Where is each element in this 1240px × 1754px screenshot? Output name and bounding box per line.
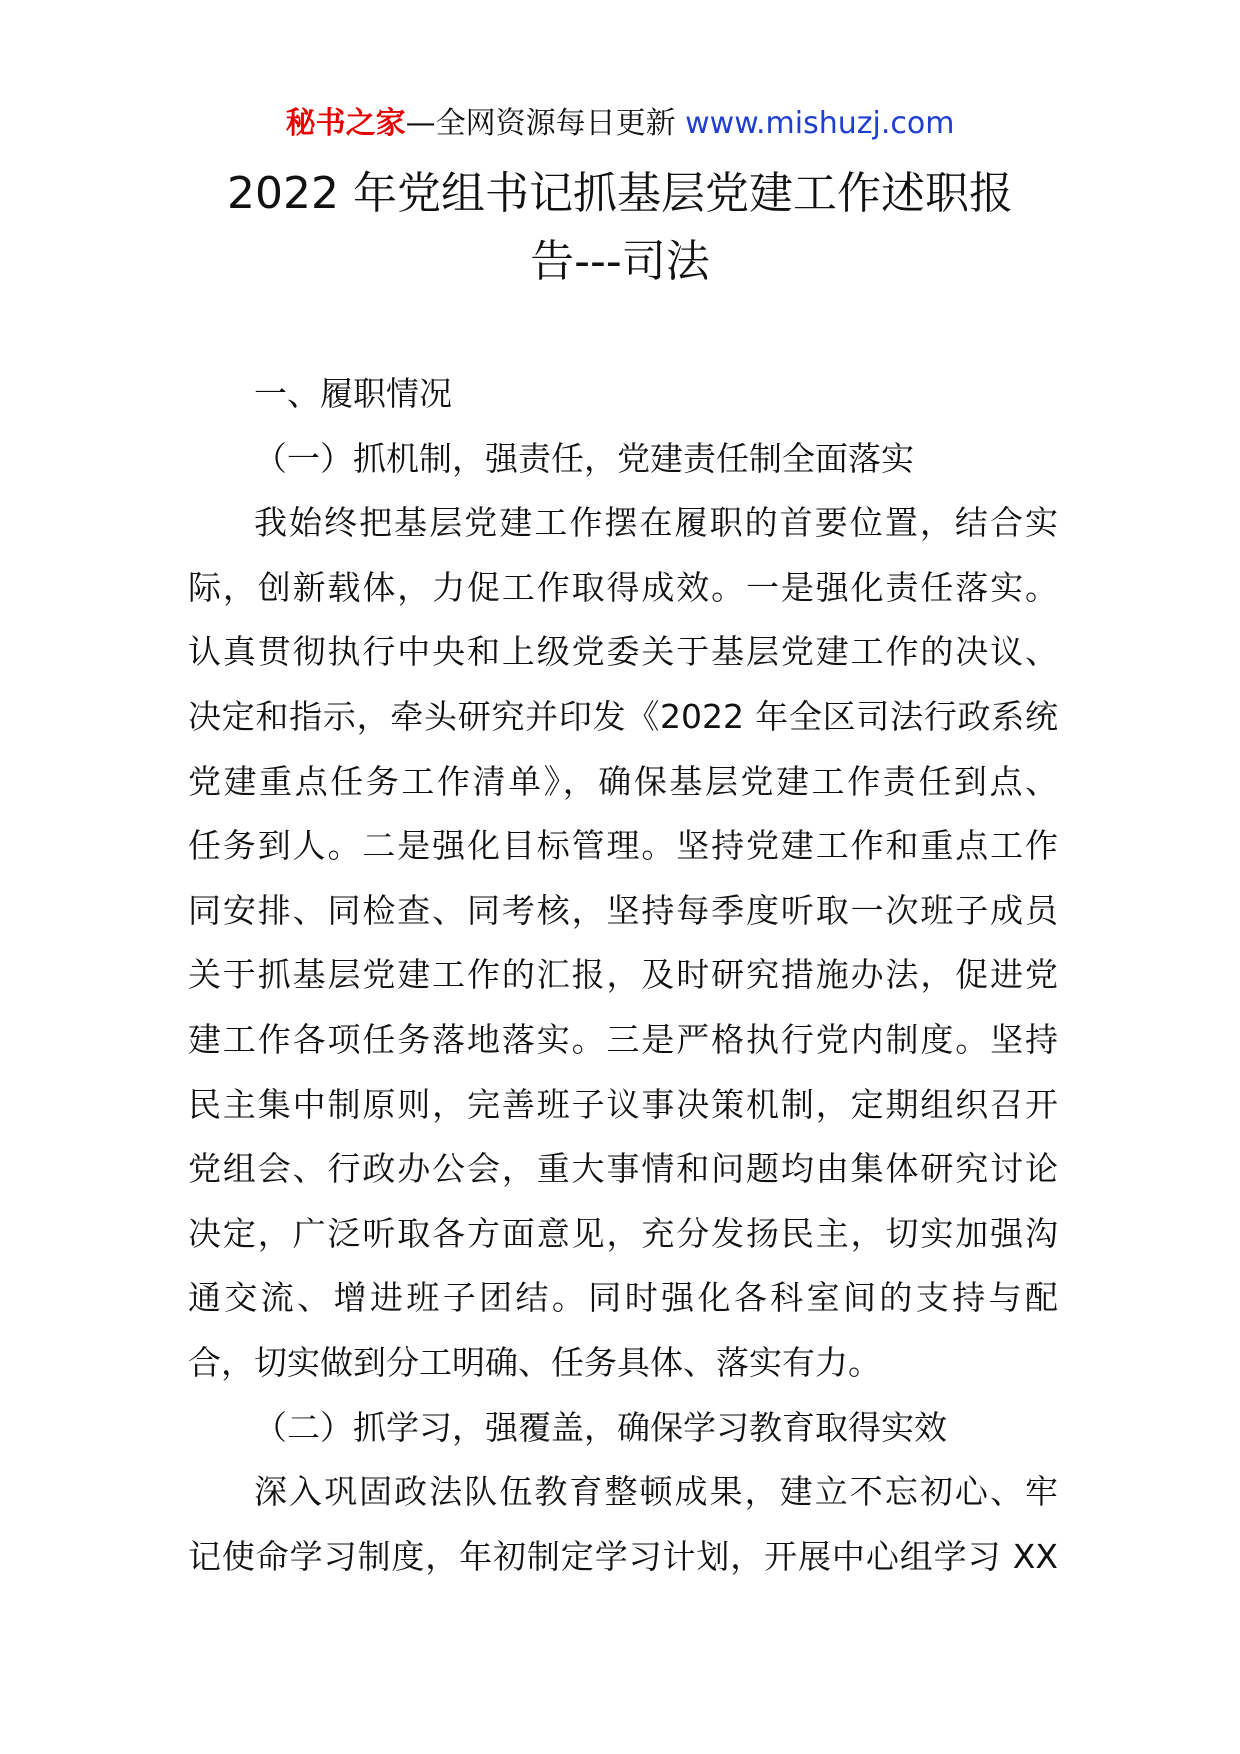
document-title-line-2: 告---司法 (530, 236, 710, 287)
paragraph-line: 同安排、同检查、同考核，坚持每季度听取一次班子成员 (188, 890, 1058, 930)
paragraph-line: 际，创新载体，力促工作取得成效。一是强化责任落实。 (188, 567, 1058, 607)
site-slogan: —全网资源每日更新 (405, 106, 686, 141)
site-brand: 秘书之家 (285, 106, 406, 141)
document-body (188, 362, 1058, 1589)
paragraph-line: 关于抓基层党建工作的汇报，及时研究措施办法，促进党 (188, 955, 1058, 995)
paragraph-line: 决定，广泛听取各方面意见，充分发扬民主，切实加强沟 (188, 1213, 1058, 1253)
paragraph-line: 通交流、增进班子团结。同时强化各科室间的支持与配 (188, 1278, 1058, 1318)
paragraph-line: 党建重点任务工作清单》，确保基层党建工作责任到点、 (188, 761, 1058, 801)
paragraph-line: 深入巩固政法队伍教育整顿成果，建立不忘初心、牢 (254, 1472, 1058, 1512)
paragraph-line: 合，切实做到分工明确、任务具体、落实有力。 (188, 1342, 881, 1382)
paragraph-line: 认真贯彻执行中央和上级党委关于基层党建工作的决议、 (188, 632, 1058, 672)
paragraph-line: 决定和指示，牵头研究并印发《2022 年全区司法行政系统 (188, 696, 1058, 736)
paragraph-line: 任务到人。二是强化目标管理。坚持党建工作和重点工作 (188, 826, 1058, 866)
site-url-link[interactable]: www.mishuzj.com (685, 106, 955, 141)
paragraph-line: 我始终把基层党建工作摆在履职的首要位置，结合实 (254, 503, 1058, 543)
subsection-heading: （二）抓学习，强覆盖，确保学习教育取得实效 (254, 1407, 947, 1447)
paragraph-line: 记使命学习制度，年初制定学习计划，开展中心组学习 XX (188, 1536, 1058, 1576)
paragraph-line: 建工作各项任务落地落实。三是严格执行党内制度。坚持 (188, 1019, 1058, 1059)
paragraph-line: 民主集中制原则，完善班子议事决策机制，定期组织召开 (188, 1084, 1058, 1124)
section-heading: 一、履职情况 (254, 374, 452, 413)
site-header (0, 102, 1240, 146)
document-title-line-1: 2022 年党组书记抓基层党建工作述职报 (227, 168, 1013, 219)
paragraph-line: 党组会、行政办公会，重大事情和问题均由集体研究讨论 (188, 1149, 1058, 1189)
subsection-heading: （一）抓机制，强责任，党建责任制全面落实 (254, 438, 914, 478)
